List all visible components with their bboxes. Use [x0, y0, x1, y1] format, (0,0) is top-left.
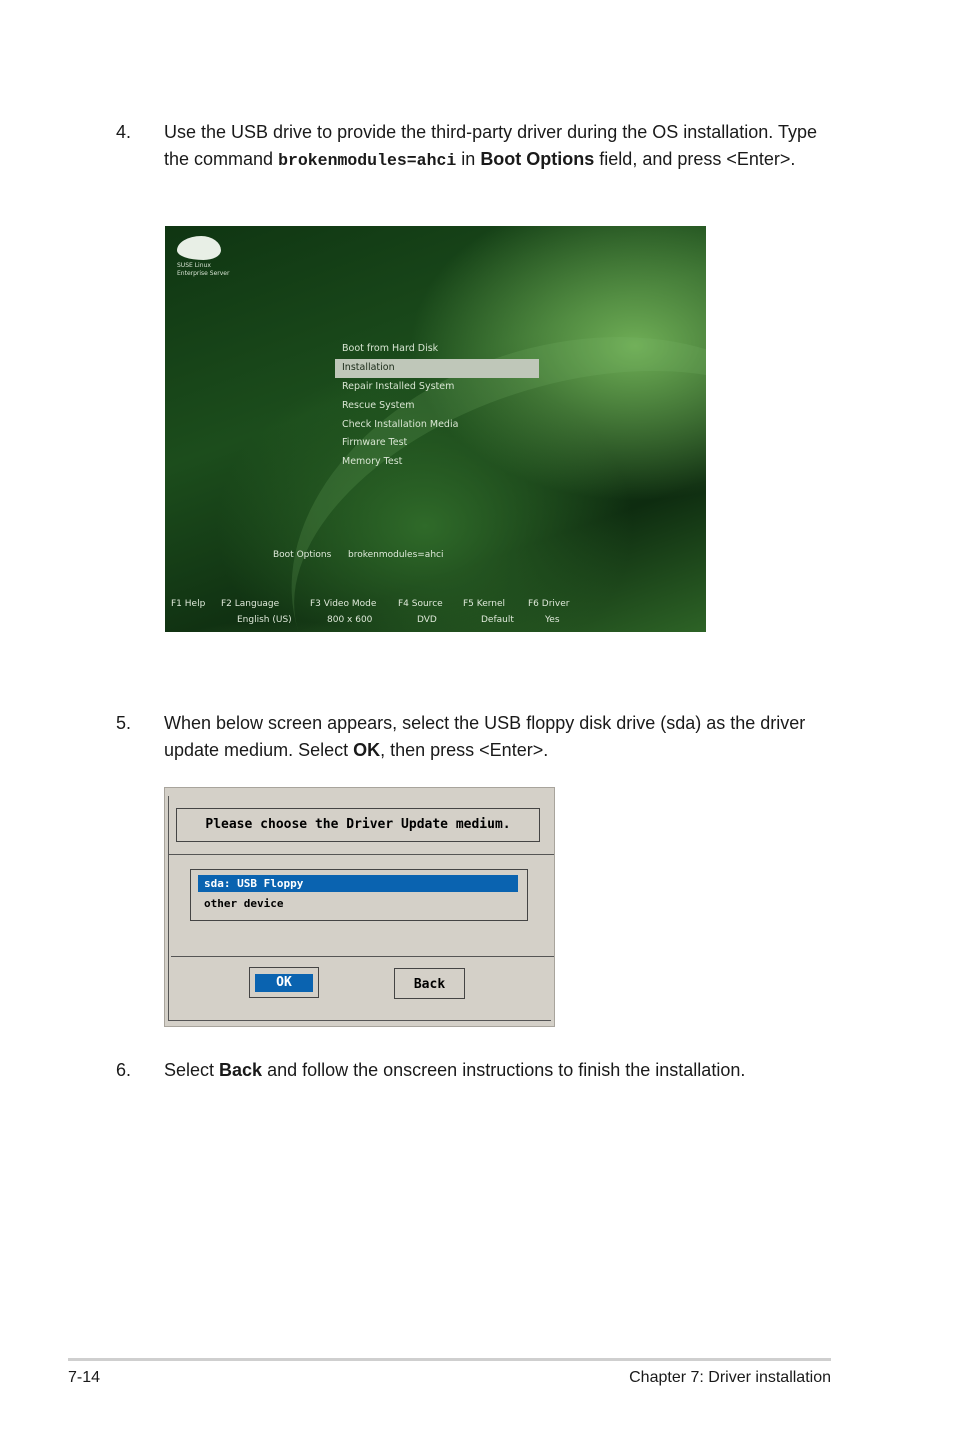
fkey-label[interactable]: F4 Source: [398, 599, 443, 609]
suse-logo-text: [177, 262, 229, 278]
step-6: [116, 1057, 836, 1084]
step-text-part: Use the USB drive to provide the third-party driver during the OS installation. Type the command: [164, 122, 817, 169]
dialog-prompt: Please choose the Driver Update medium.: [176, 808, 540, 842]
fkey-label[interactable]: F5 Kernel: [463, 599, 506, 609]
boot-options-value[interactable]: brokenmodules=ahci: [348, 550, 444, 560]
boot-options-label: Boot Options: [273, 550, 332, 560]
option-usb-floppy[interactable]: sda: USB Floppy: [198, 875, 518, 892]
step-text-part: , then press <Enter>.: [380, 739, 549, 760]
ok-button[interactable]: [249, 967, 319, 998]
divider: [171, 956, 554, 957]
step-number: 4.: [116, 122, 132, 142]
medium-listbox[interactable]: [190, 869, 528, 921]
chapter-title: Chapter 7: Driver installation: [629, 1369, 831, 1386]
suse-logo-icon: [177, 236, 221, 260]
logo-line: SUSE Linux: [177, 262, 211, 269]
step-5: [116, 710, 836, 763]
step-text: [164, 1057, 836, 1084]
step-number: 6.: [116, 1060, 132, 1080]
boot-screen-screenshot: [165, 226, 706, 632]
fkey-value: English (US): [237, 615, 292, 625]
back-button[interactable]: Back: [394, 968, 465, 999]
command-text: brokenmodules=ahci: [278, 150, 457, 170]
fkey-label[interactable]: F3 Video Mode: [310, 599, 377, 609]
fkey-value: Default: [481, 615, 514, 625]
page-number: 7-14: [68, 1369, 101, 1386]
step-text-part: field, and press <Enter>.: [594, 148, 796, 169]
boot-menu: [335, 340, 539, 472]
fkey-label[interactable]: F2 Language: [221, 599, 280, 609]
boot-menu-item[interactable]: Memory Test: [342, 456, 403, 468]
bold-term: Back: [219, 1060, 263, 1080]
fkey-label[interactable]: F6 Driver: [528, 599, 570, 609]
bold-term: Boot Options: [480, 148, 595, 169]
divider: [168, 854, 554, 855]
boot-menu-item[interactable]: Repair Installed System: [342, 380, 455, 392]
boot-menu-item[interactable]: Boot from Hard Disk: [342, 343, 439, 354]
step-text-part: and follow the onscreen instructions to finish the installation.: [262, 1060, 746, 1080]
bold-term: OK: [353, 739, 381, 760]
boot-menu-item[interactable]: Firmware Test: [342, 437, 408, 449]
step-text: [164, 710, 836, 763]
option-other-device[interactable]: other device: [204, 897, 284, 910]
fkey-label[interactable]: F1 Help: [171, 599, 206, 609]
step-text-part: in: [456, 148, 481, 169]
fkey-value: Yes: [545, 615, 560, 625]
footer-rule: [68, 1358, 831, 1361]
boot-menu-item[interactable]: Check Installation Media: [342, 418, 459, 430]
fkey-value: 800 x 600: [327, 615, 373, 625]
boot-menu-item[interactable]: Rescue System: [342, 399, 415, 411]
driver-update-dialog: [164, 787, 555, 1027]
step-text-part: Select: [164, 1060, 220, 1080]
boot-options-field[interactable]: [273, 550, 444, 560]
step-number: 5.: [116, 713, 132, 733]
boot-menu-item-selected[interactable]: Installation: [335, 359, 539, 378]
logo-line: Enterprise Server: [177, 270, 230, 277]
step-text: [164, 119, 836, 174]
step-4: [116, 119, 836, 174]
ok-button-label: OK: [255, 974, 313, 992]
fkey-value: DVD: [417, 615, 437, 625]
step-text-part: When below screen appears, select the USB floppy disk drive (sda) as the driver update medium. Select: [164, 713, 806, 760]
